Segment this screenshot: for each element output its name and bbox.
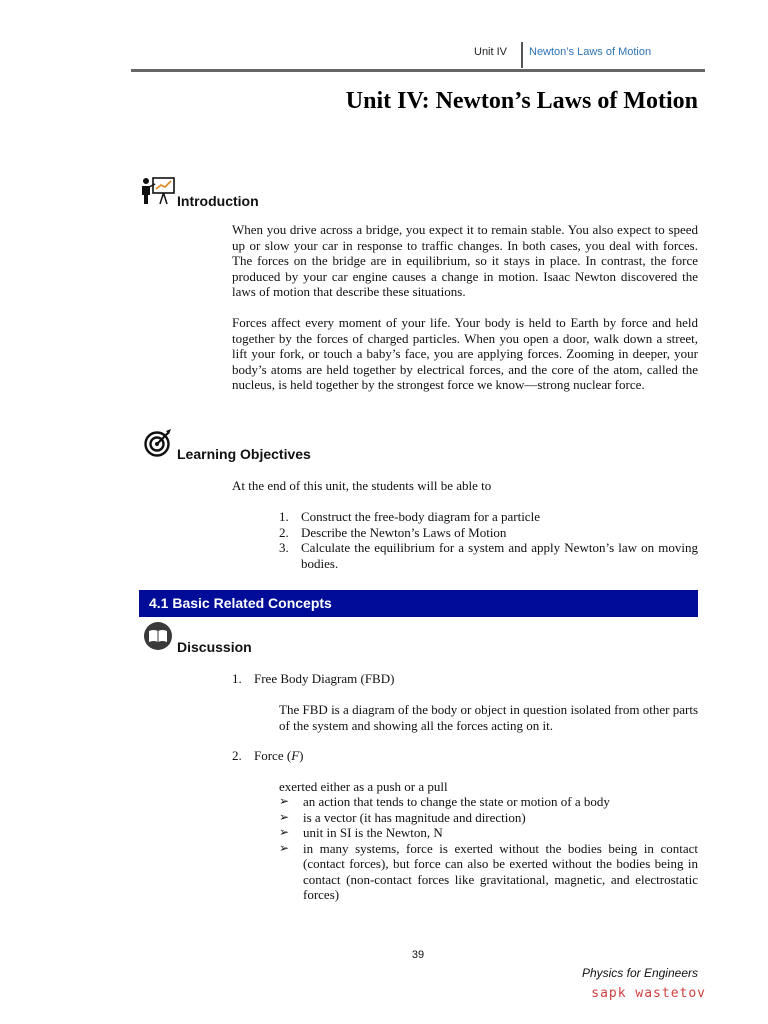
force-label-end: ): [299, 748, 304, 763]
list-item-text: Construct the free-body diagram for a particle: [301, 509, 540, 524]
arrow-bullet-icon: ➢: [279, 809, 290, 824]
list-item-text: Calculate the equilibrium for a system and apply Newton’s law on moving bodies.: [301, 540, 698, 571]
discussion-item-1: [232, 671, 698, 687]
arrow-bullet-icon: ➢: [279, 840, 290, 855]
page-title: Unit IV: Newton’s Laws of Motion: [345, 88, 698, 114]
presenter-chart-icon: [140, 176, 176, 206]
list-item-text: Describe the Newton’s Laws of Motion: [301, 524, 507, 540]
list-item: [279, 841, 698, 903]
fbd-description: The FBD is a diagram of the body or object in question isolated from other parts of the system and showing all the forces acting on it.: [279, 702, 698, 733]
introduction-paragraph-2: Forces affect every moment of your life. Your body is held to Earth by force and held together by the forces of charged particles. When you open a door, walk down a street, lift your fork, or touch a baby’s face, you are applying forces. Zooming in deeper, your body’s atoms are held together by electrical forces, and the core of the atom, called the nucleus, is held together by the strongest force we know—strong nuclear force.: [232, 315, 698, 392]
header-divider: [521, 42, 523, 68]
introduction-paragraph-1: When you drive across a bridge, you expect it to remain stable. You also expect to speed up or slow your car in response to traffic changes. In both cases, you deal with forces. The forces on the bridge are in equilibrium, so it stays in place. In contrast, the force produced by your car engine causes a change in motion. Isaac Newton discovered the laws of motion that describe these situations.: [232, 222, 698, 299]
footer-title: Physics for Engineers: [581, 966, 698, 980]
list-item-number: 2.: [232, 748, 242, 763]
list-item: [279, 509, 698, 525]
list-item: [279, 825, 698, 841]
list-item-text: unit in SI is the Newton, N: [303, 825, 443, 840]
list-item-number: 2.: [279, 524, 289, 540]
introduction-heading: Introduction: [177, 193, 259, 209]
signature: sapk wastetov: [591, 986, 706, 1001]
list-item: [279, 794, 698, 810]
list-item-number: 3.: [279, 540, 289, 555]
arrow-bullet-icon: ➢: [279, 825, 290, 839]
book-icon: [143, 621, 173, 651]
list-item: [279, 525, 698, 541]
force-label-start: Force (: [254, 748, 292, 763]
introduction-body: [232, 222, 698, 393]
list-item-number: 1.: [232, 671, 242, 686]
force-symbol: F: [291, 748, 300, 763]
list-item-text: is a vector (it has magnitude and direction): [303, 809, 526, 825]
section-bar: [139, 590, 698, 617]
header-unit: Unit IV: [474, 46, 508, 58]
force-lead: exerted either as a push or a pull: [279, 779, 448, 794]
list-item-number: 1.: [279, 509, 289, 524]
header-rule: [131, 69, 705, 72]
list-item-text: an action that tends to change the state or motion of a body: [303, 794, 610, 809]
list-item-label: [254, 748, 698, 764]
discussion-heading: Discussion: [177, 639, 252, 655]
arrow-bullet-icon: ➢: [279, 794, 290, 808]
objectives-list: [279, 509, 698, 571]
list-item-text: in many systems, force is exerted without the bodies being in contact (contact forces), but force can also be exerted without the bodies being in contact (non-contact forces like gravitational, magnetic, and electrostatic forces): [303, 840, 698, 902]
list-item: [279, 810, 698, 826]
objectives-heading: Learning Objectives: [177, 446, 311, 462]
page-number: 39: [411, 949, 425, 961]
discussion-item-2: [232, 748, 698, 764]
header-title: Newton’s Laws of Motion: [529, 46, 652, 58]
objectives-lead: At the end of this unit, the students will be able to: [232, 478, 492, 493]
force-bullet-list: [279, 794, 698, 903]
section-bar-title: 4.1 Basic Related Concepts: [149, 595, 332, 611]
list-item: [279, 540, 698, 571]
target-icon: [143, 428, 175, 458]
list-item-label: Free Body Diagram (FBD): [254, 671, 395, 686]
